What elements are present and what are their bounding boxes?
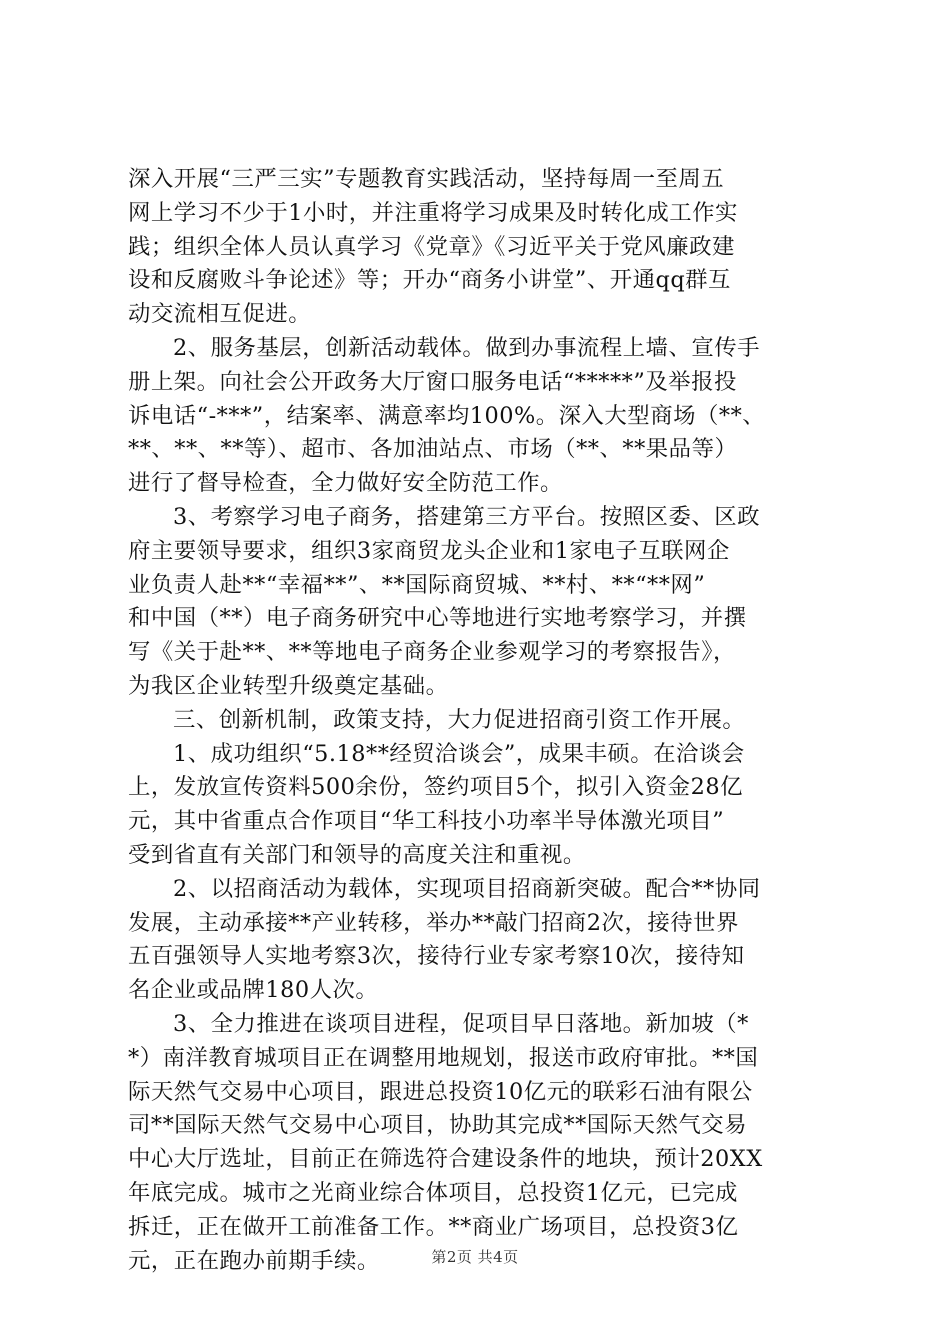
paragraph-start-line: 2、以招商活动为载体，实现项目招商新突破。配合**协同: [173, 875, 761, 902]
text-line: 发展，主动承接**产业转移，举办**敲门招商2次，接待世界: [128, 909, 739, 936]
text-line: 元，其中省重点合作项目“华工科技小功率半导体激光项目”: [128, 808, 725, 835]
section-heading: 三、创新机制，政策支持，大力促进招商引资工作开展。: [173, 706, 746, 733]
text-line: 中心大厅选址，目前正在筛选符合建设条件的地块，预计20XX: [128, 1146, 763, 1173]
text-line: 年底完成。城市之光商业综合体项目，总投资1亿元，已完成: [128, 1179, 738, 1206]
text-line: 为我区企业转型升级奠定基础。: [128, 672, 449, 699]
text-line: 府主要领导要求，组织3家商贸龙头企业和1家电子互联网企: [128, 537, 730, 564]
text-line: 册上架。向社会公开政务大厅窗口服务电话“*****”及举报投: [128, 368, 737, 395]
text-line: 设和反腐败斗争论述》等；开办“商务小讲堂”、开通qq群互: [128, 267, 731, 294]
text-line: 司**国际天然气交易中心项目，协助其完成**国际天然气交易: [128, 1112, 748, 1139]
text-line: 受到省直有关部门和领导的高度关注和重视。: [128, 841, 586, 868]
document-body: [128, 163, 828, 1278]
text-line: 践；组织全体人员认真学习《党章》《习近平关于党风廉政建: [128, 233, 735, 260]
text-line: 业负责人赴**“幸福**”、**国际商贸城、**村、**“**网”: [128, 571, 706, 598]
text-line: 五百强领导人实地考察3次，接待行业专家考察10次，接待知: [128, 943, 745, 970]
paragraph-start-line: 3、全力推进在谈项目进程，促项目早日落地。新加坡（*: [173, 1010, 749, 1037]
text-line: 动交流相互促进。: [128, 301, 312, 328]
text-line: 名企业或品牌180人次。: [128, 977, 379, 1004]
text-line: 上，发放宣传资料500余份，签约项目5个，拟引入资金28亿: [128, 774, 743, 801]
text-line: 诉电话“-***”，结案率、满意率均100%。深入大型商场（**、: [128, 402, 766, 429]
text-line: 际天然气交易中心项目，跟进总投资10亿元的联彩石油有限公: [128, 1078, 753, 1105]
text-line: 进行了督导检查，全力做好安全防范工作。: [128, 470, 563, 497]
text-line: 写《关于赴**、**等地电子商务企业参观学习的考察报告》，: [128, 639, 736, 666]
page-number-footer: 第2页 共4页: [431, 1248, 519, 1266]
text-line: 元，正在跑办前期手续。: [128, 1247, 380, 1274]
text-line: 网上学习不少于1小时，并注重将学习成果及时转化成工作实: [128, 199, 738, 226]
paragraph-start-line: 2、服务基层，创新活动载体。做到办事流程上墙、宣传手: [173, 334, 761, 361]
paragraph-start-line: 3、考察学习电子商务，搭建第三方平台。按照区委、区政: [173, 503, 761, 530]
paragraph-start-line: 1、成功组织“5.18**经贸洽谈会”，成果丰硕。在洽谈会: [173, 740, 745, 767]
text-line: 拆迁，正在做开工前准备工作。**商业广场项目，总投资3亿: [128, 1213, 739, 1240]
text-line: 深入开展“三严三实”专题教育实践活动，坚持每周一至周五: [128, 166, 725, 192]
text-line: 和中国（**）电子商务研究中心等地进行实地考察学习，并撰: [128, 605, 747, 632]
text-line: **、**、**等）、超市、各加油站点、市场（**、**果品等）: [128, 436, 738, 463]
text-line: *）南洋教育城项目正在调整用地规划，报送市政府审批。**国: [128, 1044, 759, 1071]
